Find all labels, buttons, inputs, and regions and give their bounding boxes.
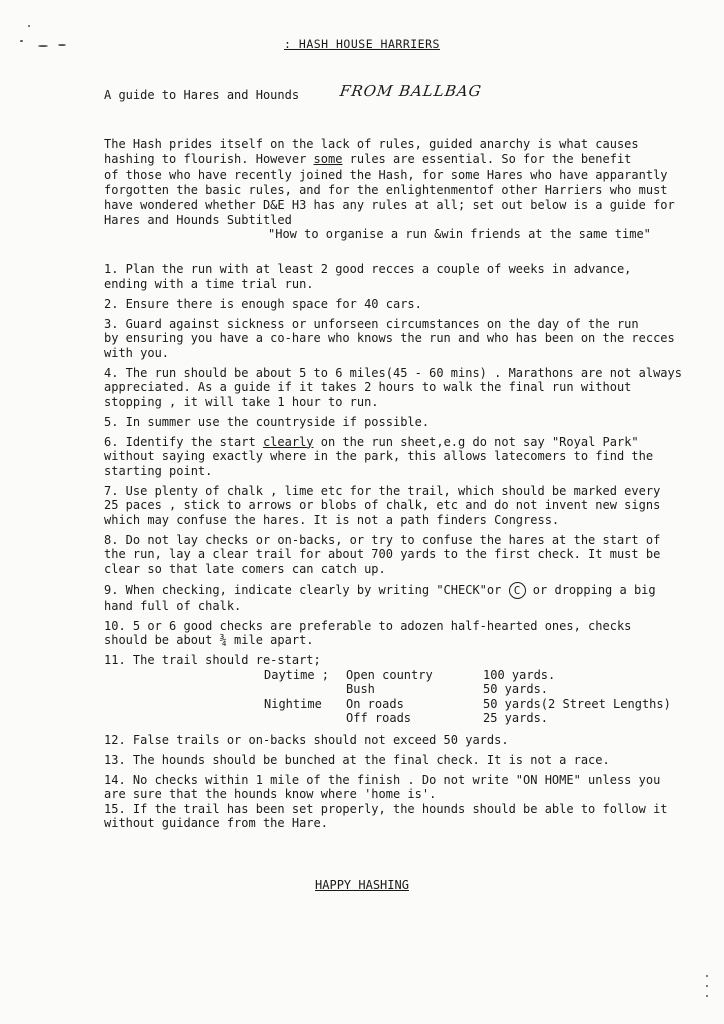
- intro-line: Hares and Hounds Subtitled: [104, 213, 292, 228]
- trail-restart-table: [264, 668, 671, 726]
- rule-emphasis: clearly: [262, 434, 314, 449]
- rule-text: 9. When checking, indicate clearly by writing "CHECK"or: [104, 582, 509, 597]
- rule-text: 6. Identify the start: [104, 434, 263, 449]
- guide-title: A guide to Hares and Hounds: [104, 88, 300, 102]
- rule-item: 1. Plan the run with at least 2 good recces a couple of weeks in advance, ending with a time trial run.: [104, 262, 632, 291]
- intro-line: rules are essential. So for the benefit: [342, 152, 632, 167]
- rule-item: [104, 582, 689, 614]
- intro-line: forgotten the basic rules, and for the enlightenmentof other Harriers who must: [104, 182, 668, 197]
- document-title: : HASH HOUSE HARRIERS: [284, 37, 440, 51]
- table-cell: 50 yards.: [483, 682, 549, 696]
- intro-line: The Hash prides itself on the lack of rules, guided anarchy is what causes: [104, 137, 639, 151]
- table-cell: Bush: [346, 682, 375, 696]
- table-cell: On roads: [346, 696, 404, 711]
- subtitle-quote: "How to organise a run &win friends at the same time": [268, 227, 651, 241]
- rule-item: [104, 435, 689, 479]
- closing-line: HAPPY HASHING: [315, 878, 409, 892]
- rule-item: 8. Do not lay checks or on-backs, or try to confuse the hares at the start of the run, lay a clear trail for about 700 yards to the first check. It must be clear so that late comers can catch up.: [104, 532, 661, 576]
- rule-text: or dropping a big hand full of chalk.: [104, 582, 656, 613]
- intro-line: hashing to flourish. However: [104, 152, 314, 167]
- rule-item: 3. Guard against sickness or unforseen circumstances on the day of the run by ensuring you have a co-hare who knows the run and who has been on the recces with you.: [104, 316, 675, 360]
- rule-text: on the run sheet,e.g do not say "Royal Park" without saying exactly where in the park, this allows latecomers to find the starting point.: [104, 434, 654, 478]
- rule-item: 5. In summer use the countryside if possible.: [104, 414, 430, 429]
- rule-item: 15. If the trail has been set properly, the hounds should be able to follow it without guidance from the Hare.: [104, 801, 668, 830]
- intro-paragraph: [104, 137, 689, 229]
- handwritten-note: FROM BALLBAG: [338, 82, 484, 100]
- circled-c-check-symbol: C: [509, 582, 526, 599]
- table-row: [264, 697, 671, 712]
- table-cell: Off roads: [346, 711, 412, 725]
- rule-item: 2. Ensure there is enough space for 40 cars.: [104, 296, 422, 311]
- rule-item: 11. The trail should re-start;: [104, 653, 321, 667]
- rule-item: 14. No checks within 1 mile of the finish . Do not write "ON HOME" unless you are sure that the hounds know where 'home is'.: [104, 772, 661, 801]
- scan-speck: [706, 985, 708, 987]
- scan-speck: [28, 25, 30, 27]
- table-cell: [264, 682, 346, 697]
- table-cell: Open country: [346, 667, 433, 682]
- intro-line: have wondered whether D&E H3 has any rules at all; set out below is a guide for: [104, 198, 675, 213]
- rule-item: 4. The run should be about 5 to 6 miles(45 - 60 mins) . Marathons are not always appreciated. As a guide if it takes 2 hours to walk the final run without stopping , it will take 1 hour to run.: [104, 365, 682, 409]
- table-row: [264, 711, 671, 726]
- rules-list: [104, 262, 689, 836]
- table-cell: Daytime ;: [264, 667, 330, 682]
- table-cell: Nightime: [264, 696, 322, 711]
- table-cell: 50 yards(2 Street Lengths): [483, 696, 671, 711]
- rule-item: 12. False trails or on-backs should not exceed 50 yards.: [104, 732, 509, 747]
- intro-emphasis: some: [313, 152, 343, 167]
- rule-item: 7. Use plenty of chalk , lime etc for the trail, which should be marked every 25 paces , stick to arrows or blobs of chalk, etc and do not invent new signs which may confuse the hares. It is not a path finders Congress.: [104, 483, 661, 527]
- table-cell: 100 yards.: [483, 667, 556, 682]
- rule-item: 13. The hounds should be bunched at the final check. It is not a race.: [104, 752, 610, 767]
- scan-speck: [706, 995, 708, 997]
- table-cell: 25 yards.: [483, 711, 549, 725]
- table-row: [264, 668, 671, 683]
- table-cell: [264, 711, 346, 726]
- rule-item: 10. 5 or 6 good checks are preferable to adozen half-hearted ones, checks should be about ¾ mile apart.: [104, 618, 632, 647]
- intro-line: of those who have recently joined the Hash, for some Hares who have apparantly: [104, 167, 668, 182]
- table-row: [264, 682, 671, 697]
- scan-speck: [706, 975, 708, 977]
